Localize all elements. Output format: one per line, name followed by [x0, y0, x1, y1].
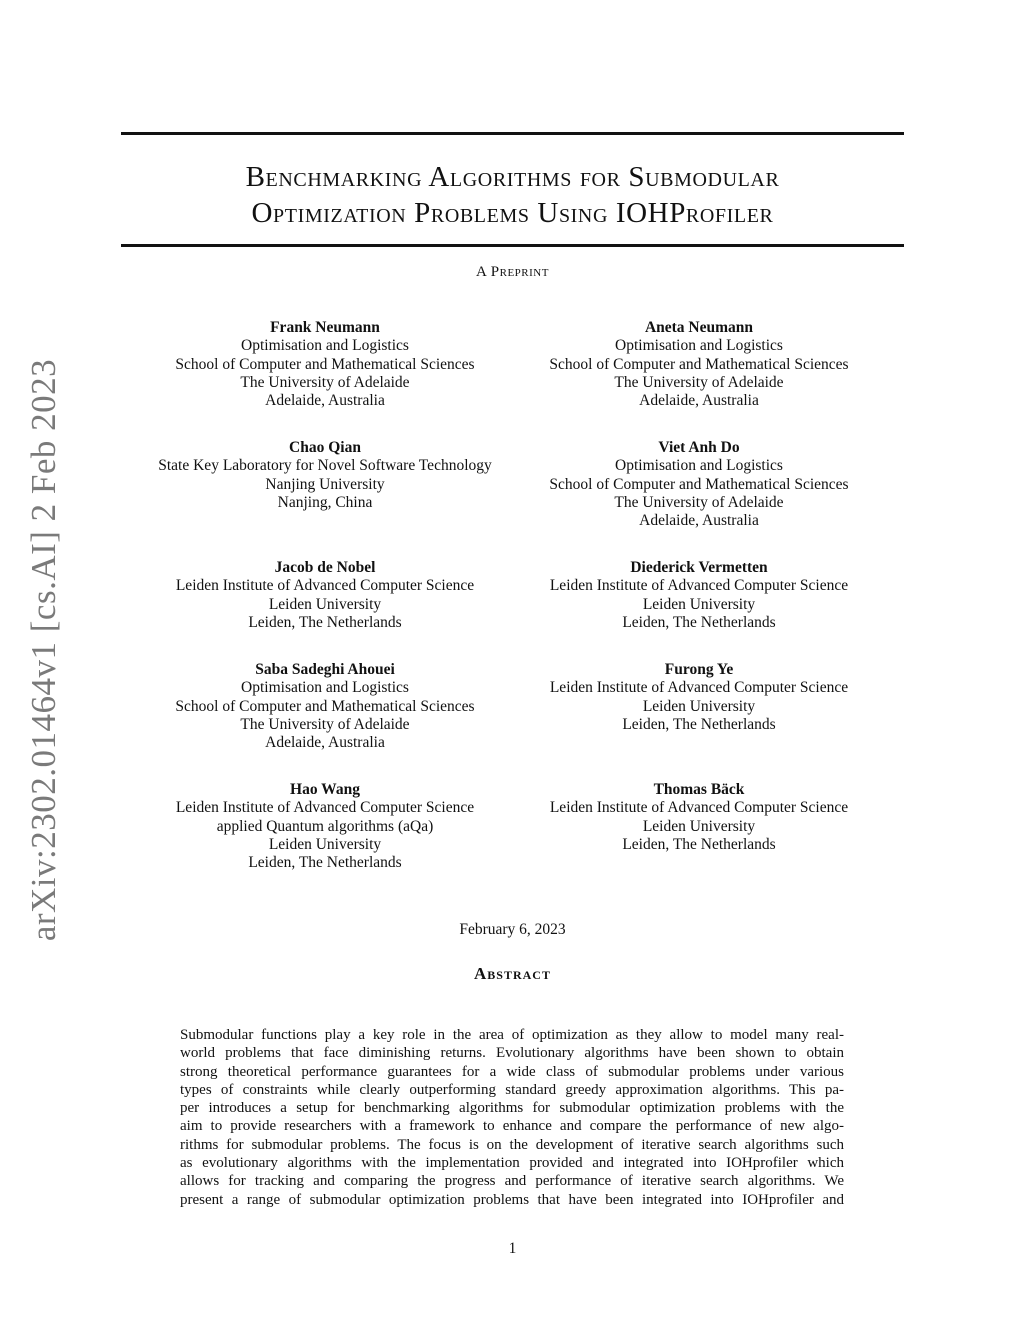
author-affiliation: Leiden University	[268, 835, 382, 853]
author-affiliation: Leiden, The Netherlands	[248, 854, 402, 872]
abstract-line: allows for tracking and comparing the progress and performance of iterative search algorithms. We	[180, 1173, 844, 1190]
author-affiliation: Leiden Institute of Advanced Computer Science	[549, 679, 849, 697]
author-affiliation: Optimisation and Logistics	[241, 679, 409, 697]
author-affiliation: applied Quantum algorithms (aQa)	[216, 817, 434, 835]
abstract-body	[180, 1026, 844, 1209]
author-name: Frank Neumann	[270, 319, 380, 336]
author-affiliation: State Key Laboratory for Novel Software Technology	[158, 457, 492, 475]
abstract-line: strong theoretical performance guarantees for a wide class of submodular problems under various	[180, 1063, 844, 1080]
author-name: Saba Sadeghi Ahouei	[255, 661, 395, 678]
author-block	[509, 661, 889, 734]
author-affiliation: School of Computer and Mathematical Sciences	[175, 697, 475, 715]
author-name: Diederick Vermetten	[630, 559, 768, 576]
abstract-line: as evolutionary algorithms with the implementation provided and integrated into IOHprofiler which	[180, 1155, 844, 1172]
author-affiliation: Optimisation and Logistics	[241, 337, 409, 355]
author-affiliation: School of Computer and Mathematical Sciences	[549, 475, 849, 493]
author-affiliation: Leiden Institute of Advanced Computer Science	[175, 577, 475, 595]
author-affiliation: Adelaide, Australia	[639, 392, 759, 410]
author-block	[509, 559, 889, 632]
abstract-line: present a range of submodular optimization problems that have been integrated into IOHprofiler and	[180, 1191, 844, 1208]
author-affiliation: School of Computer and Mathematical Sciences	[175, 355, 475, 373]
author-block	[135, 439, 515, 512]
author-affiliation: Leiden Institute of Advanced Computer Science	[549, 799, 849, 817]
abstract-heading: Abstract	[474, 964, 551, 983]
paper-title-line-2: Optimization Problems Using IOHProfiler	[251, 197, 774, 229]
author-affiliation: Leiden University	[268, 595, 382, 613]
publication-date: February 6, 2023	[459, 921, 566, 938]
arxiv-side-stamp: arXiv:2302.01464v1 [cs.AI] 2 Feb 2023	[24, 358, 63, 942]
author-name: Aneta Neumann	[644, 319, 754, 336]
abstract-line: aim to provide researchers with a framework to enhance and compare the performance of new algo-	[180, 1118, 844, 1135]
title-top-rule	[121, 132, 904, 135]
preprint-label: A Preprint	[476, 264, 549, 280]
author-name: Thomas Bäck	[653, 781, 745, 798]
author-affiliation: Leiden, The Netherlands	[622, 613, 776, 631]
author-name: Chao Qian	[289, 439, 361, 456]
author-affiliation: Nanjing University	[265, 475, 385, 493]
author-affiliation: The University of Adelaide	[240, 373, 410, 391]
author-affiliation: Leiden Institute of Advanced Computer Science	[175, 799, 475, 817]
author-name: Viet Anh Do	[658, 439, 740, 456]
author-name: Jacob de Nobel	[274, 559, 376, 576]
author-block	[135, 781, 515, 872]
title-bottom-rule	[121, 244, 904, 247]
author-affiliation: Adelaide, Australia	[639, 512, 759, 530]
author-affiliation: The University of Adelaide	[240, 715, 410, 733]
author-affiliation: Leiden University	[642, 817, 756, 835]
author-block	[509, 319, 889, 410]
author-affiliation: Leiden Institute of Advanced Computer Science	[549, 577, 849, 595]
author-affiliation: Optimisation and Logistics	[615, 457, 783, 475]
page-number: 1	[508, 1240, 517, 1257]
author-block	[509, 781, 889, 854]
author-affiliation: Adelaide, Australia	[265, 392, 385, 410]
author-affiliation: School of Computer and Mathematical Sciences	[549, 355, 849, 373]
author-affiliation: Leiden, The Netherlands	[248, 613, 402, 631]
abstract-line: rithms for submodular problems. The focus is on the development of iterative search algorithms such	[180, 1136, 844, 1153]
author-affiliation: Leiden University	[642, 595, 756, 613]
abstract-line: world problems that face diminishing returns. Evolutionary algorithms have been shown to obtain	[180, 1045, 844, 1062]
author-affiliation: Leiden, The Netherlands	[622, 835, 776, 853]
abstract-line: types of constraints while clearly outperforming standard greedy approximation algorithms. This pa-	[180, 1081, 844, 1098]
author-affiliation: Optimisation and Logistics	[615, 337, 783, 355]
abstract-line: Submodular functions play a key role in the area of optimization as they allow to model many real-	[180, 1027, 844, 1043]
author-name: Furong Ye	[664, 661, 734, 678]
author-affiliation: Leiden, The Netherlands	[622, 715, 776, 733]
author-block	[135, 559, 515, 632]
abstract-line: per introduces a setup for benchmarking algorithms for submodular optimization problems with the	[180, 1100, 844, 1117]
author-affiliation: Adelaide, Australia	[265, 734, 385, 752]
author-affiliation: The University of Adelaide	[614, 373, 784, 391]
author-block	[135, 661, 515, 752]
paper-title-line-1: Benchmarking Algorithms for Submodular	[245, 161, 780, 193]
author-name: Hao Wang	[290, 781, 360, 798]
author-affiliation: The University of Adelaide	[614, 493, 784, 511]
author-affiliation: Nanjing, China	[277, 493, 373, 511]
author-block	[509, 439, 889, 530]
author-affiliation: Leiden University	[642, 697, 756, 715]
author-block	[135, 319, 515, 410]
